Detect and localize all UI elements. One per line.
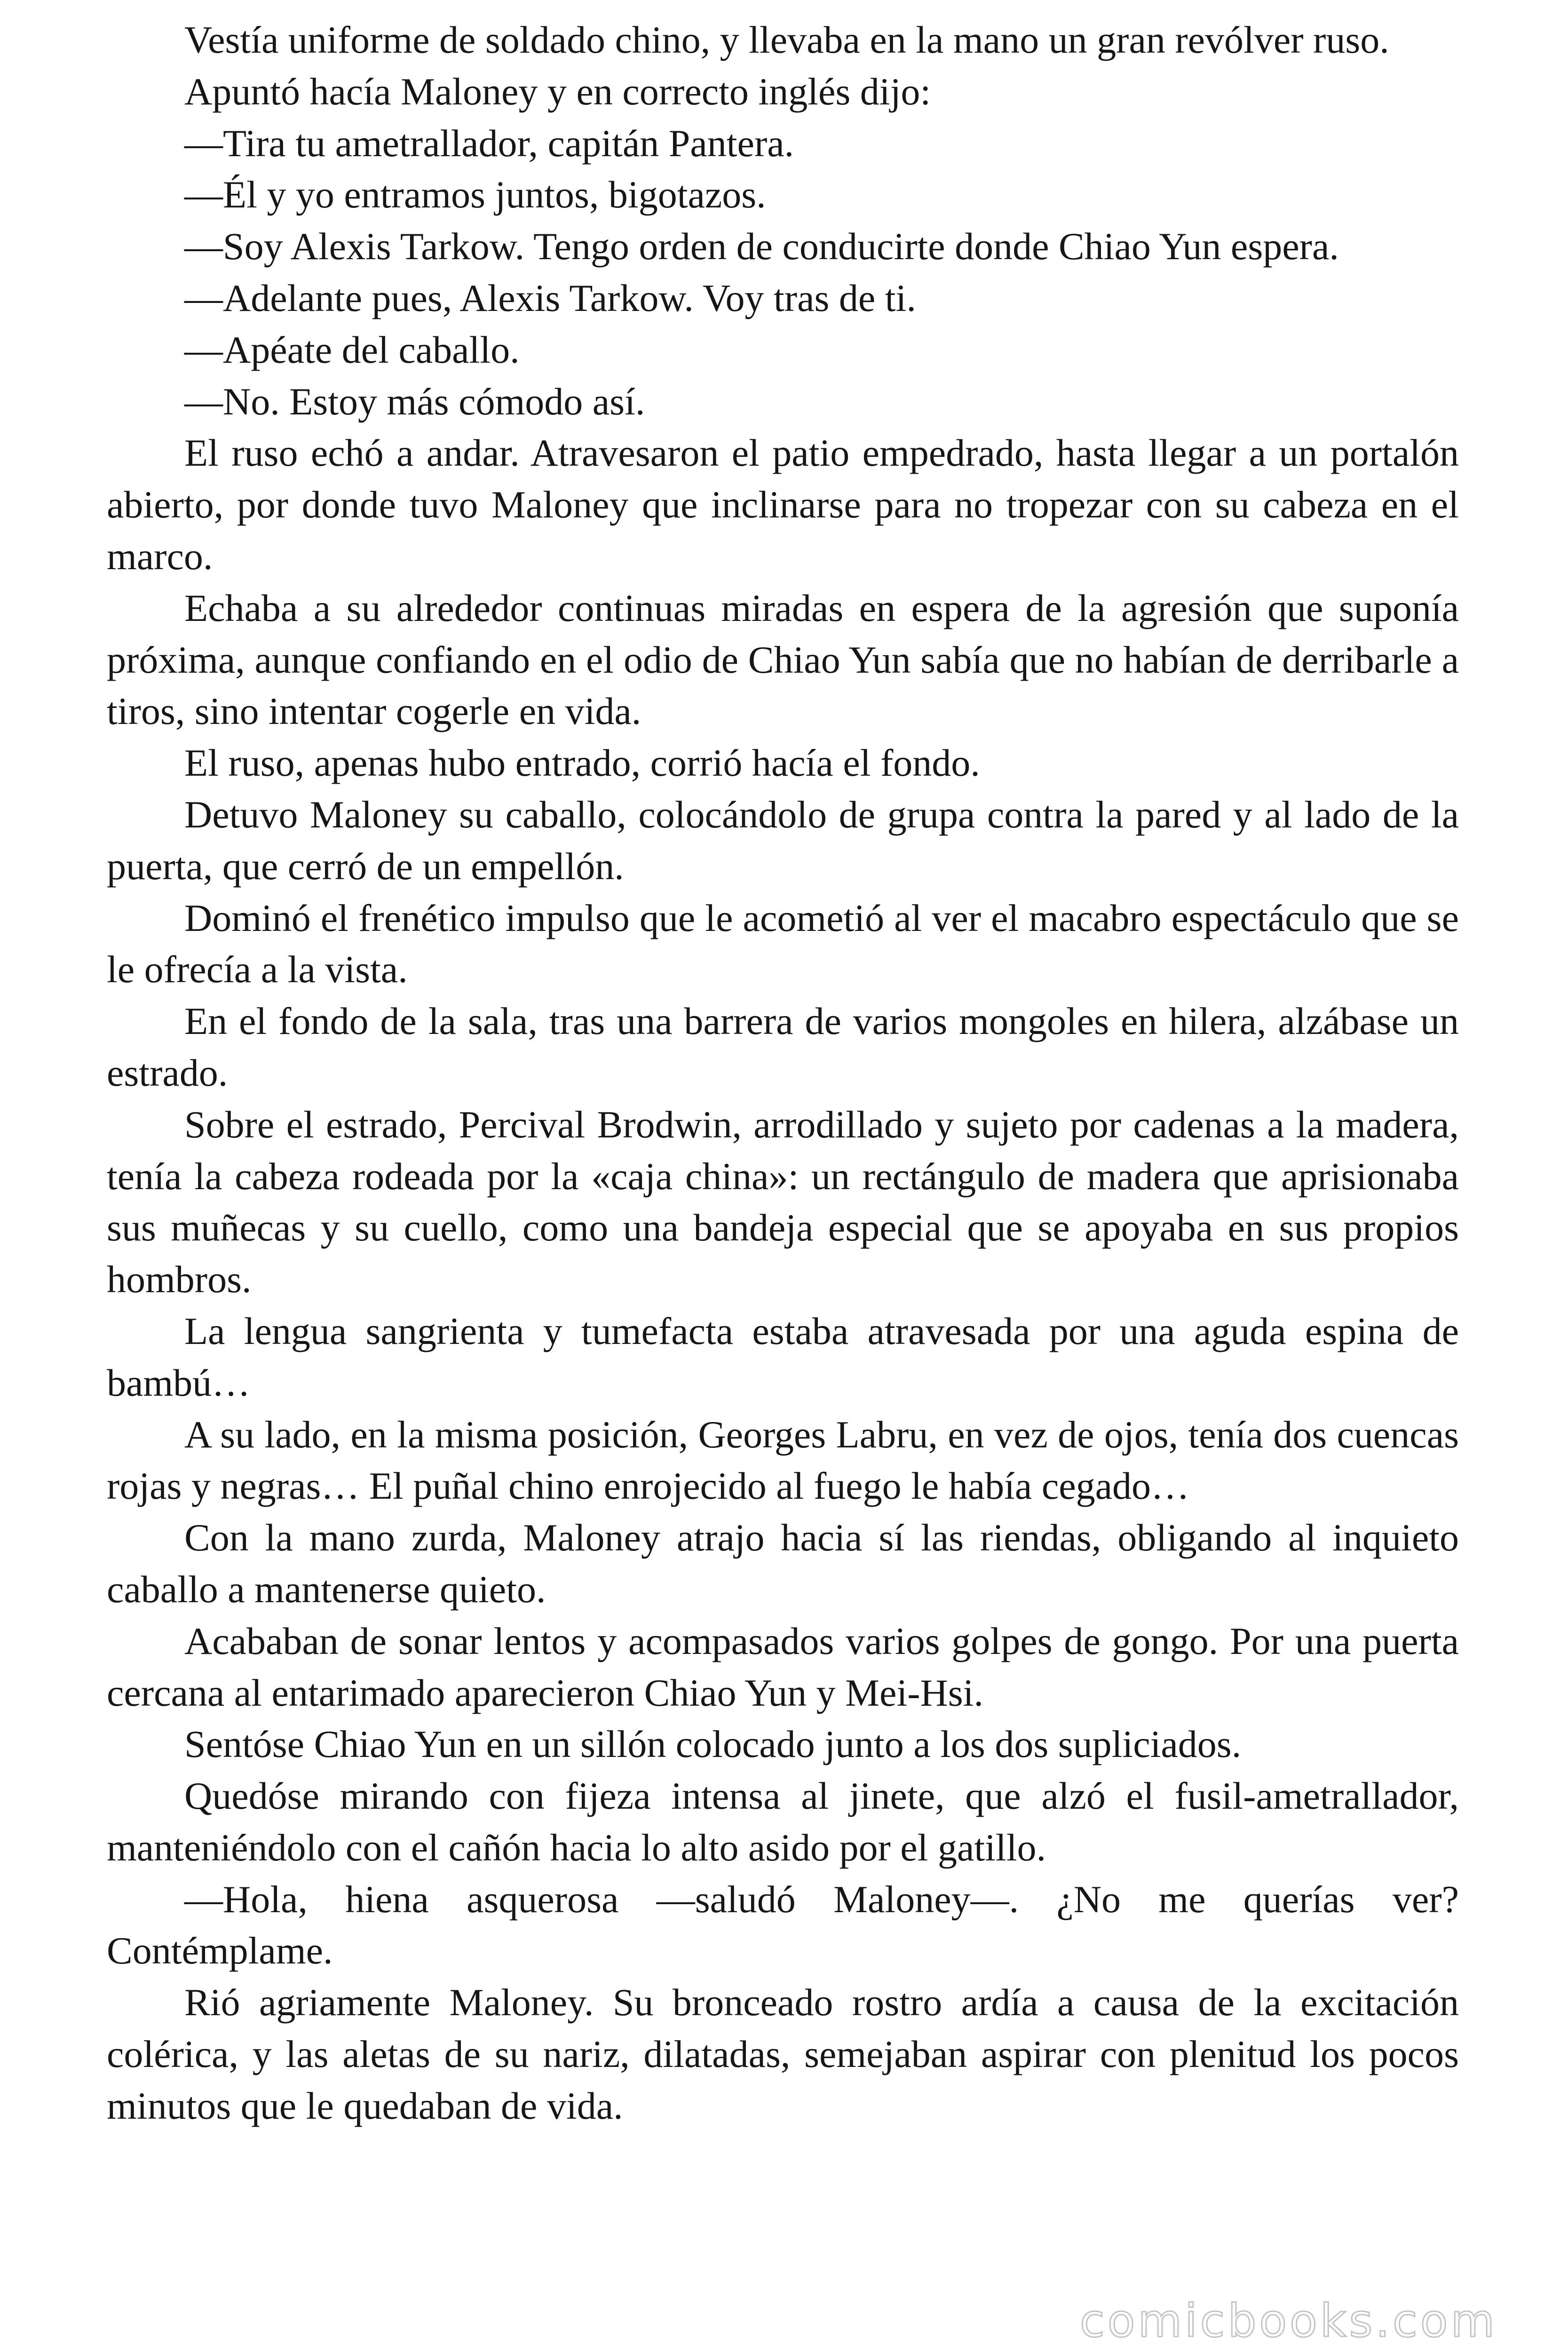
paragraph: Con la mano zurda, Maloney atrajo hacia sí las riendas, obligando al inquieto caballo a mantenerse quieto.	[107, 1516, 1459, 1611]
paragraph: —No. Estoy más cómodo así.	[184, 380, 645, 423]
paragraph: A su lado, en la misma posición, Georges Labru, en vez de ojos, tenía dos cuencas rojas y negras… El puñal chino enrojecido al fuego le había cegado…	[107, 1413, 1459, 1508]
paragraph: Rió agriamente Maloney. Su bronceado rostro ardía a causa de la excitación colérica, y las aletas de su nariz, dilatadas, semejaban aspirar con plenitud los pocos minutos que le quedaban de vida.	[107, 1981, 1459, 2127]
paragraph: —Adelante pues, Alexis Tarkow. Voy tras de ti.	[184, 276, 916, 319]
paragraph: Dominó el frenético impulso que le acometió al ver el macabro espectáculo que se le ofrecía a la vista.	[107, 896, 1459, 991]
paragraph: —Tira tu ametrallador, capitán Pantera.	[184, 121, 794, 165]
watermark: comicbooks.com	[1079, 2295, 1497, 2347]
paragraph: Apuntó hacía Maloney y en correcto inglés dijo:	[184, 70, 931, 113]
paragraph: La lengua sangrienta y tumefacta estaba atravesada por una aguda espina de bambú…	[107, 1309, 1459, 1404]
paragraph: —Soy Alexis Tarkow. Tengo orden de conducirte donde Chiao Yun espera.	[184, 225, 1339, 268]
paragraph: —Él y yo entramos juntos, bigotazos.	[184, 173, 766, 216]
paragraph: Sentóse Chiao Yun en un sillón colocado junto a los dos supliciados.	[184, 1723, 1242, 1766]
paragraph: El ruso echó a andar. Atravesaron el patio empedrado, hasta llegar a un portalón abierto, por donde tuvo Maloney que inclinarse para no tropezar con su cabeza en el marco.	[107, 431, 1459, 578]
paragraph: Sobre el estrado, Percival Brodwin, arrodillado y sujeto por cadenas a la madera, tenía la cabeza rodeada por la «caja china»: un rectángulo de madera que aprisionaba sus muñecas y su cuello, como una bandeja especial que se apoyaba en sus propios hombros.	[107, 1103, 1459, 1301]
paragraph: El ruso, apenas hubo entrado, corrió hacía el fondo.	[184, 741, 980, 785]
paragraph: Echaba a su alrededor continuas miradas en espera de la agresión que suponía próxima, aunque confiando en el odio de Chiao Yun sabía que no habían de derribarle a tiros, sino intentar cogerle en vida.	[107, 586, 1459, 733]
paragraph: Quedóse mirando con fijeza intensa al jinete, que alzó el fusil-ametrallador, manteniéndolo con el cañón hacia lo alto asido por el gatillo.	[107, 1774, 1459, 1869]
paragraph: Vestía uniforme de soldado chino, y llevaba en la mano un gran revólver ruso.	[184, 18, 1389, 61]
paragraph: Detuvo Maloney su caballo, colocándolo de grupa contra la pared y al lado de la puerta, que cerró de un empellón.	[107, 793, 1459, 888]
page-text-body	[107, 14, 1459, 2132]
paragraph: Acababan de sonar lentos y acompasados varios golpes de gongo. Por una puerta cercana al entarimado aparecieron Chiao Yun y Mei-Hsi.	[107, 1619, 1459, 1714]
paragraph: —Hola, hiena asquerosa —saludó Maloney—. ¿No me querías ver? Contémplame.	[107, 1877, 1459, 1972]
paragraph: —Apéate del caballo.	[184, 328, 520, 371]
paragraph: En el fondo de la sala, tras una barrera de varios mongoles en hilera, alzábase un estrado.	[107, 1000, 1459, 1094]
